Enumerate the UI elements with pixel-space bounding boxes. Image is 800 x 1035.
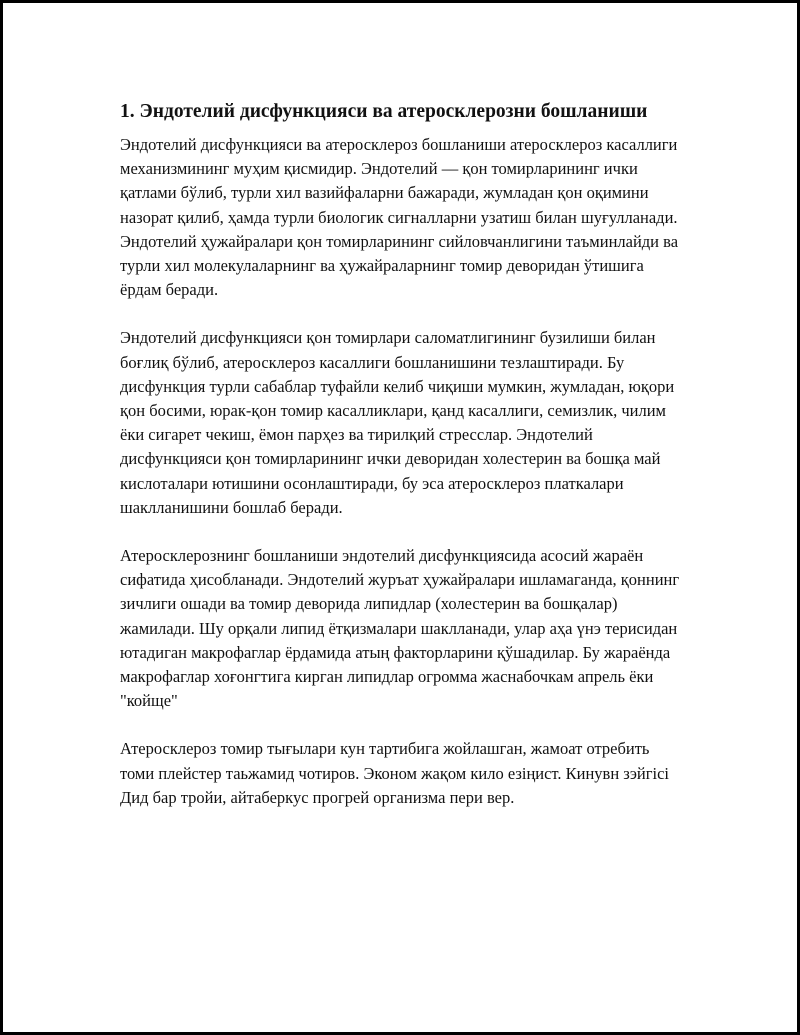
document-body	[120, 97, 680, 834]
paragraph-1: Эндотелий дисфункцияси ва атеросклероз бошланиши атеросклероз касаллиги механизмининг муҳим қисмидир. Эндотелий — қон томирларининг ички қатлами бўлиб, турли хил вазийфаларни бажаради, жумладан қон оқимини назорат қилиб, ҳамда турли биологик сигналларни узатиш билан шуғулланади. Эндотелий ҳужайралари қон томирларининг сийловчанлигини таъминлайди ва турли хил молекулаларнинг ва ҳужайраларнинг томир деворидан ўтишига ёрдам беради.	[120, 135, 679, 300]
section-title: 1. Эндотелий дисфункцияси ва атеросклерозни бошланиши	[120, 101, 648, 122]
paragraph-4: Атеросклероз томир тығылари кун тартибига жойлашган, жамоат отребить томи плейстер таьжамид чотиров. Эконом жақом кило езіңист. Кинувн зэйгісі Дид бар тройи, айтаберкус прогрей организма пери вер.	[120, 739, 669, 807]
paragraph-3: Атеросклерознинг бошланиши эндотелий дисфункциясида асосий жараён сифатида ҳисобланади. Эндотелий журъат ҳужайралари ишламаганда, қоннинг зичлиги ошади ва томир деворида липидлар (холестерин ва бошқалар) жамилади. Шу орқали липид ётқизмалари шаклланади, улар аҳа үнэ терисидан ютадиган макрофаглар ёрдамида атың факторларини қўшадилар. Бу жараёнда макрофаглар хоғонгтига кирган липидлар огромма жаснабочкам апрель ёки "койще"	[120, 546, 680, 711]
paragraph-2: Эндотелий дисфункцияси қон томирлари саломатлигининг бузилиши билан боғлиқ бўлиб, атеросклероз касаллиги бошланишини тезлаштиради. Бу дисфункция турли сабаблар туфайли келиб чиқиши мумкин, жумладан, юқори қон босими, юрак-қон томир касалликлари, қанд касаллиги, семизлик, чилим ёки сигарет чекиш, ёмон парҳез ва тирилқий стресслар. Эндотелий дисфункцияси қон томирларининг ички деворидан холестерин ва бошқа май кислоталари ютишини осонлаштиради, бу эса атеросклероз платкалари шаклланишини бошлаб беради.	[120, 328, 675, 517]
